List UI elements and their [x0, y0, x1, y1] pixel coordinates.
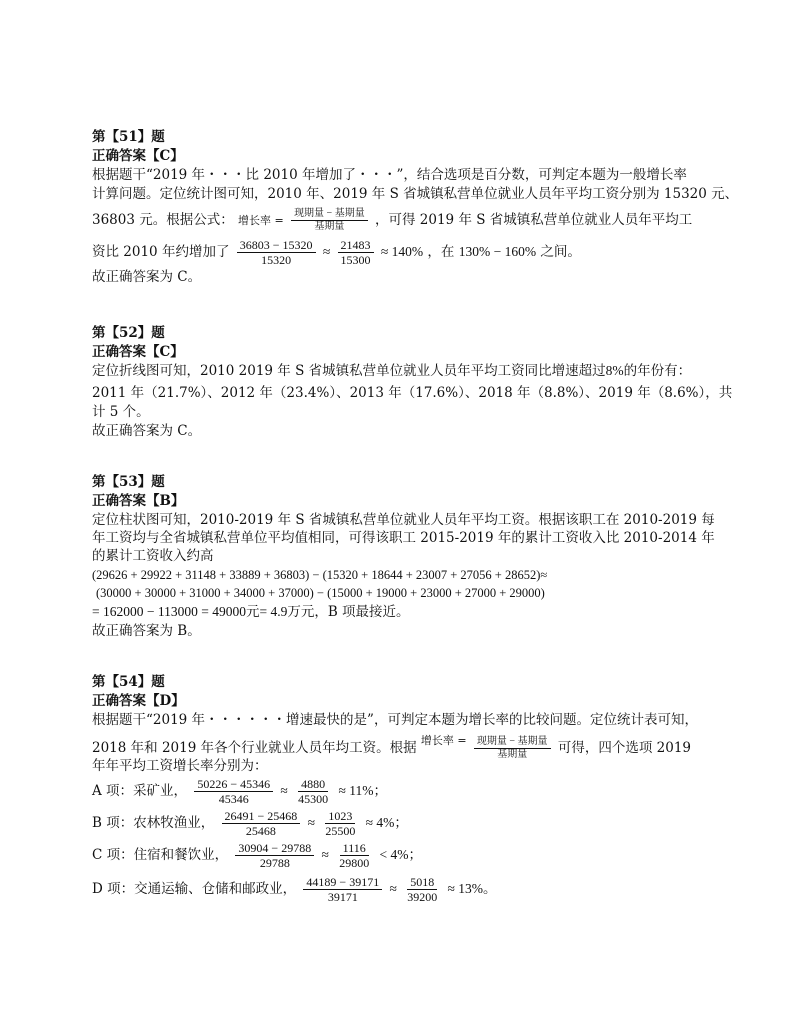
fraction-numerator: 1023 [325, 809, 355, 824]
correct-answer: 正确答案【C】 [92, 148, 184, 164]
fraction-numerator: 4880 [298, 777, 328, 792]
calc-fraction [194, 777, 273, 806]
correct-answer: 正确答案【B】 [92, 493, 185, 509]
text-line: 的累计工资收入约高 [92, 548, 214, 564]
fraction-denominator: 基期量 [314, 221, 345, 232]
fraction-denominator: 45300 [298, 792, 329, 806]
approx-sign: ≈ [307, 815, 316, 830]
growth-rate-fraction [291, 208, 368, 233]
text-line: 2011 年（21.7%）、2012 年（23.4%）、2013 年（17.6%）、2018 年（8.8%）、2019 年（8.6%），共 [92, 385, 733, 401]
text-span: 资比 2010 年约增加了 [92, 244, 230, 260]
approx-sign: ≈ [322, 244, 331, 259]
option-a [92, 777, 387, 806]
range-value: 130% − 160% [458, 244, 537, 259]
result-value: ≈ 11% [338, 783, 374, 798]
calc-fraction [222, 809, 301, 838]
option-label: A 项：采矿业， [92, 783, 188, 799]
calc-fraction [322, 809, 358, 838]
text-line: 年年平均工资增长率分别为： [92, 758, 268, 774]
math-span: = 4.9 [259, 604, 288, 619]
fraction-numerator: 36803 − 15320 [237, 238, 316, 253]
calc-fraction [303, 875, 382, 904]
option-d [92, 875, 497, 904]
text-span: 万元，B 项最接近。 [287, 604, 410, 620]
question-title: 第【53】题 [92, 474, 165, 490]
fraction-denominator: 基期量 [497, 749, 528, 760]
fraction-denominator: 29800 [339, 856, 370, 870]
text-line: 根据题干“2019 年・・・比 2010 年增加了・・・”，结合选项是百分数，可判定本题为一般增长率 [92, 167, 687, 183]
math-line [92, 603, 410, 621]
fraction-denominator: 15300 [340, 253, 371, 267]
threshold-value: 8% [605, 363, 624, 378]
formula-line [92, 208, 692, 233]
fraction-denominator: 25500 [325, 824, 356, 838]
fraction-denominator: 39171 [327, 890, 358, 904]
approx-sign: ≈ [321, 847, 329, 862]
calc-fraction [235, 841, 314, 870]
approx-sign: ≈ [280, 783, 288, 798]
text-line: 根据题干“2019 年・・・・・・增速最快的是”，可判定本题为增长率的比较问题。定位统计表可知， [92, 712, 698, 728]
math-line: (29626 + 29922 + 31148 + 33889 + 36803) − (15320 + 18644 + 23007 + 27056 + 28652)≈ [92, 568, 548, 582]
text-line [92, 362, 691, 380]
conclusion: 故正确答案为 C。 [92, 269, 202, 285]
option-label: B 项：农林牧渔业， [92, 815, 215, 831]
fraction-denominator: 25468 [245, 824, 276, 838]
fraction-numerator: 50226 − 45346 [194, 777, 273, 792]
fraction-numerator: 5018 [407, 875, 437, 890]
text-line: 年工资均与全省城镇私营单位平均值相同，可得该职工 2015-2019 年的累计工资收入比 2010-2014 年 [92, 530, 715, 546]
fraction-denominator: 15320 [261, 253, 292, 267]
fraction-numerator: 26491 − 25468 [222, 809, 301, 824]
text-span: ，在 [427, 244, 455, 260]
formula-line [92, 238, 581, 267]
question-title: 第【52】题 [92, 325, 165, 341]
fraction-denominator: 45346 [218, 792, 249, 806]
math-line: (30000 + 30000 + 31000 + 34000 + 37000) − (15000 + 19000 + 23000 + 27000 + 29000) [96, 586, 545, 600]
punctuation: ； [394, 815, 408, 831]
conclusion: 故正确答案为 B。 [92, 623, 201, 639]
text-line: 计 5 个。 [92, 404, 150, 420]
text-span: 可得，四个选项 2019 [557, 740, 691, 756]
fraction-numerator: 现期量 − 基期量 [474, 736, 551, 749]
formula-label: 增长率 = [238, 214, 284, 227]
fraction-denominator: 29788 [259, 856, 290, 870]
calc-fraction [336, 841, 372, 870]
text-span: 之间。 [540, 244, 581, 260]
correct-answer: 正确答案【D】 [92, 693, 185, 709]
text-line: 计算问题。定位统计图可知，2010 年、2019 年 S 省城镇私营单位就业人员年平均工资分别为 15320 元、 [92, 186, 739, 202]
result-value: ≈ 13% [447, 881, 484, 896]
text-span: 36803 元。根据公式： [92, 212, 234, 228]
result-value: ≈ 140% [380, 244, 424, 259]
result-value: ≈ 4% [365, 815, 395, 830]
growth-rate-fraction [474, 736, 551, 761]
fraction-numerator: 30904 − 29788 [235, 841, 314, 856]
calc-fraction [295, 777, 331, 806]
text-span: 定位折线图可知，2010 2019 年 S 省城镇私营单位就业人员年平均工资同比增速超过 [92, 363, 606, 379]
correct-answer: 正确答案【C】 [92, 344, 184, 360]
text-span: 的年份有： [623, 363, 692, 379]
math-span: = 162000 − 113000 = 49000 [92, 604, 246, 619]
text-span: 2018 年和 2019 年各个行业就业人员年均工资。根据 [92, 740, 417, 756]
fraction-numerator: 现期量 − 基期量 [291, 208, 368, 221]
fraction-numerator: 21483 [338, 238, 374, 253]
text-line: 定位柱状图可知，2010-2019 年 S 省城镇私营单位就业人员年平均工资。根据该职工在 2010-2019 每 [92, 512, 715, 528]
calc-fraction [404, 875, 440, 904]
result-value: < 4% [379, 847, 409, 862]
option-b [92, 809, 408, 838]
punctuation: ； [408, 847, 422, 863]
conclusion: 故正确答案为 C。 [92, 423, 202, 439]
option-label: C 项：住宿和餐饮业， [92, 847, 229, 863]
calc-fraction [338, 238, 374, 267]
unit-span: 元 [245, 604, 260, 620]
option-label: D 项：交通运输、仓储和邮政业， [92, 881, 297, 897]
formula-label: 增长率 = [420, 734, 467, 747]
fraction-denominator: 39200 [407, 890, 438, 904]
option-c [92, 841, 422, 870]
approx-sign: ≈ [389, 881, 397, 896]
punctuation: ； [373, 783, 387, 799]
fraction-numerator: 44189 − 39171 [303, 875, 382, 890]
text-span: ，可得 2019 年 S 省城镇私营单位就业人员年平均工 [375, 212, 693, 228]
question-title: 第【51】题 [92, 129, 165, 145]
question-title: 第【54】题 [92, 674, 165, 690]
fraction-numerator: 1116 [340, 841, 369, 856]
punctuation: 。 [483, 881, 497, 897]
calc-fraction [237, 238, 316, 267]
